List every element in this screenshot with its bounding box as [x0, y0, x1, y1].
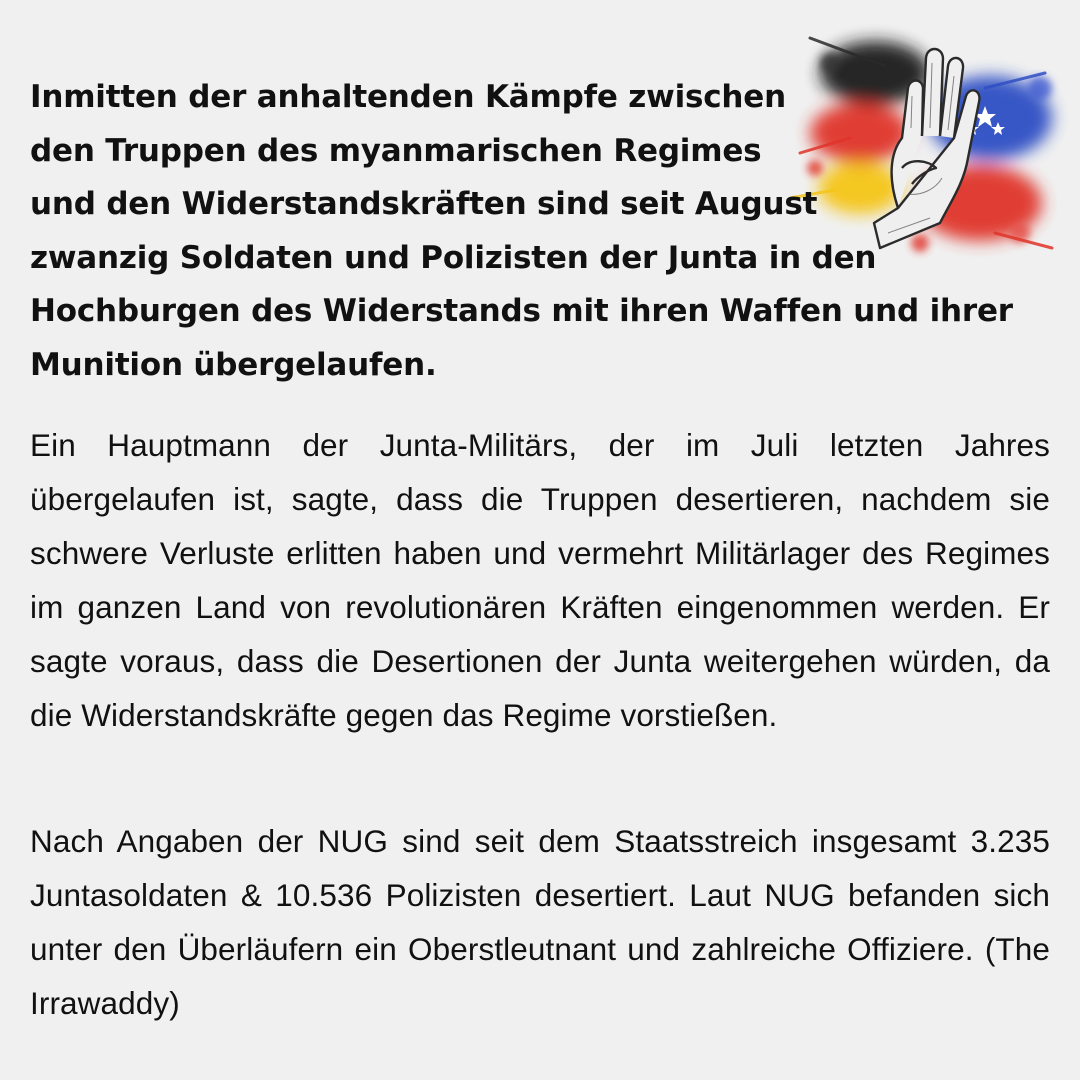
body-paragraph: Ein Hauptmann der Junta-Militärs, der im Juli letzten Jahres übergelaufen ist, sagte, dass die Truppen desertieren, nachdem sie schwere Verluste erlitten haben und vermehrt Militärlager des Regimes im ganzen Land von revolutionären Kräften eingenommen werden. Er sagte voraus, dass die Desertionen der Junta weitergehen würden, da die Widerstandskräfte gegen das Regime vorstießen. — [30, 427, 1050, 733]
headline-line: den Truppen des myanmarischen Regimes — [30, 132, 762, 169]
headline-line: Inmitten der anhaltenden Kämpfe zwischen — [30, 79, 786, 115]
body-paragraph: Nach Angaben der NUG sind seit dem Staatsstreich insgesamt 3.235 Juntasoldaten & 10.536 Polizisten desertiert. Laut NUG befanden sich unter den Überläufern ein Oberstleutnant und zahlreiche Offiziere. (The Irrawaddy) — [30, 823, 1050, 1021]
headline-line: zwanzig Soldaten und Polizisten der Junta in den — [30, 239, 877, 276]
headline-line: und den Widerstandskräften sind seit August — [30, 186, 818, 222]
headline-line: Hochburgen des Widerstands mit ihren Waffen und ihrer — [30, 293, 1013, 329]
headline-line: Munition übergelaufen. — [30, 346, 437, 383]
headline — [30, 71, 1055, 392]
